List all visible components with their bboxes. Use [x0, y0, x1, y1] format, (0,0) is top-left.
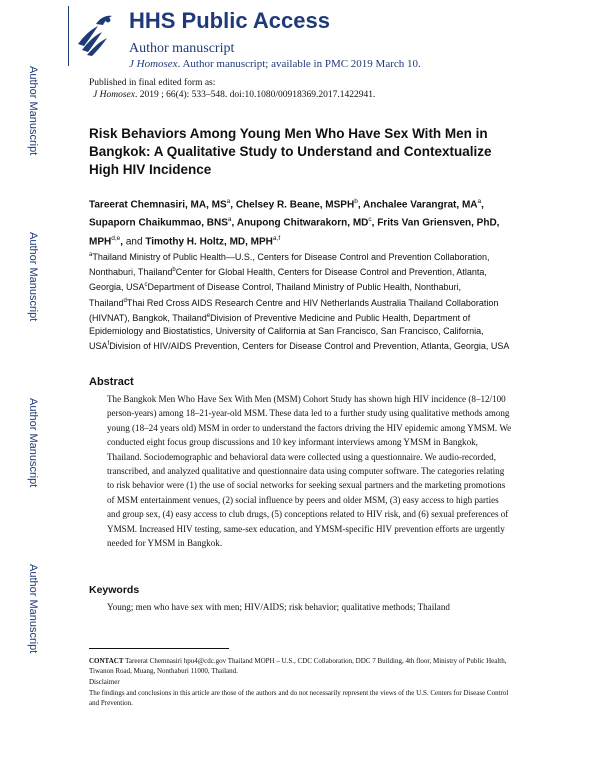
contact-text: Tareerat Chemnasiri hpu4@cdc.gov Thailand MOPH – U.S., CDC Collaboration, DDC 7 Building, 4th floor, Ministry of Public Health, Tiwanon Road, Muang, Nonthaburi 11000, Thailand. [89, 657, 507, 675]
author-name: Anupong Chitwarakorn, MD [236, 217, 369, 229]
affiliation-marker: f [107, 341, 110, 348]
affiliation-text: Thai Red Cross AIDS Research Centre and HIV Netherlands Australia Thailand Collaboration (HIVNAT), Bangkok, Thailand [89, 297, 499, 323]
affiliation-marker: e [206, 312, 211, 319]
affiliation-text: Thailand Ministry of Public Health—U.S., Centers for Disease Control and Prevention Collaboration, Nonthaburi, Thailand [89, 252, 490, 278]
affiliations [89, 249, 514, 353]
affiliation-text: Department of Disease Control, Thailand Ministry of Public Health, Nonthaburi, Thailand [89, 282, 462, 308]
journal-abbrev: J Homosex [129, 58, 178, 70]
sidebar-author-manuscript-label-2: Author Manuscript [27, 232, 39, 322]
author-affiliation-marker: b [354, 198, 358, 205]
disclaimer-heading: Disclaimer [89, 678, 120, 686]
availability-line [129, 58, 421, 70]
keywords-heading: Keywords [89, 584, 140, 596]
author-affiliation-marker: a [477, 198, 482, 205]
author-affiliation-marker: c [368, 216, 372, 224]
author-name: Supaporn Chaikummao, BNS [89, 217, 228, 229]
sidebar-author-manuscript-label-3: Author Manuscript [27, 398, 39, 488]
article-title: Risk Behaviors Among Young Men Who Have Sex With Men in Bangkok: A Qualitative Study to Understand and Contextualize High HIV Incidence [89, 126, 492, 177]
affiliation-marker: c [144, 282, 148, 289]
citation-details: . 2019 ; 66(4): 533–548. doi:10.1080/00918369.2017.1422941. [134, 90, 376, 100]
author-manuscript-subtitle: Author manuscript [129, 41, 235, 56]
contact-footnote [89, 656, 514, 676]
affiliation-marker: a [89, 252, 93, 258]
header-divider [68, 6, 69, 66]
affiliation-marker: d [123, 297, 127, 304]
abstract-text: The Bangkok Men Who Have Sex With Men (MSM) Cohort Study has shown high HIV incidence (8–12/100 person-years) among 18–21-year-old MSM. These data led to a further study using qualitative methods among young (18–24 years old) MSM in order to understand the factors driving the HIV epidemic among YMSM. We conducted eight focus group discussions and 10 key informant interviews among YMSM in Bangkok, Thailand. Sociodemographic and behavioral data were collected using a questionnaire. We audio-recorded, transcribed, and analyzed qualitative and questionnaire data using computer software. The categories relating to risk behavior were (1) the use of social networks for seeking sexual partners and the marketing promotions of MSM entertainment venues, (2) social influence by peers and older MSM, (3) easy access to high parties and group sex, (4) easy access to club drugs, (5) conceptions related to HIV risk, and (6) sexual preferences of YMSM. Increased HIV testing, same-sex education, and YMSM-specific HIV prevention efforts are urgently needed for YMSM in Bangkok. [107, 394, 512, 549]
author-name: Frits Van Griensven, PhD, MPH [89, 217, 500, 247]
affiliation-text: Division of HIV/AIDS Prevention, Centers for Disease Control and Prevention, Atlanta, Georgia, USA [109, 341, 510, 352]
author-affiliation-marker: a [226, 198, 231, 205]
author-affiliation-marker: a [227, 216, 232, 224]
author-affiliation-marker: d,e [111, 234, 121, 242]
author-name: Timothy H. Holtz, MD, MPH [145, 235, 273, 247]
published-in-label: Published in final edited form as: [89, 78, 216, 88]
hhs-eagle-logo-icon [74, 12, 120, 58]
affiliation-text: Center for Global Health, Centers for Disease Control and Prevention, Atlanta, Georgia, USA [89, 267, 487, 293]
authors-and: and [125, 235, 146, 247]
availability-text: . Author manuscript; available in PMC 2019 March 10. [177, 58, 421, 70]
author-name: Anchalee Varangrat, MA [363, 199, 478, 211]
footnote-rule [89, 648, 229, 649]
affiliation-marker: b [172, 267, 176, 274]
abstract-heading: Abstract [89, 376, 134, 388]
sidebar-author-manuscript-label-1: Author Manuscript [27, 66, 39, 156]
contact-label: CONTACT [89, 657, 124, 665]
keywords-text: Young; men who have sex with men; HIV/AIDS; risk behavior; qualitative methods; Thailand [107, 602, 450, 612]
author-name: Chelsey R. Beane, MSPH [235, 199, 355, 211]
author-list: Tareerat Chemnasiri, MA, $MS^a$, Chelsey R. Beane, MSPH$^b$, Anchalee Varangrat, $MA^a$, Supaporn Chaikummao, BNS$^a$, Anupong Chitwarakorn, $MD^c$, Frits Van Griensven, PhD, MPH$^{d,e}$, and Timothy H. Holtz, MD, MPH$^{a,f}$ [89, 198, 500, 247]
citation-line [93, 90, 375, 100]
author-affiliation-marker: a,f [272, 234, 281, 242]
author-name: Tareerat Chemnasiri, MA, MS [89, 199, 227, 211]
sidebar-author-manuscript-label-4: Author Manuscript [27, 564, 39, 654]
affiliation-text: Division of Preventive Medicine and Public Health, Department of Epidemiology and Biostatistics, University of California at San Francisco, San Francisco, California, USA [89, 312, 484, 352]
citation-journal: J Homosex [93, 90, 135, 100]
disclaimer-text: The findings and conclusions in this article are those of the authors and do not necessarily represent the views of the U.S. Centers for Disease Control and Prevention. [89, 689, 509, 707]
hhs-public-access-title: HHS Public Access [129, 8, 330, 33]
